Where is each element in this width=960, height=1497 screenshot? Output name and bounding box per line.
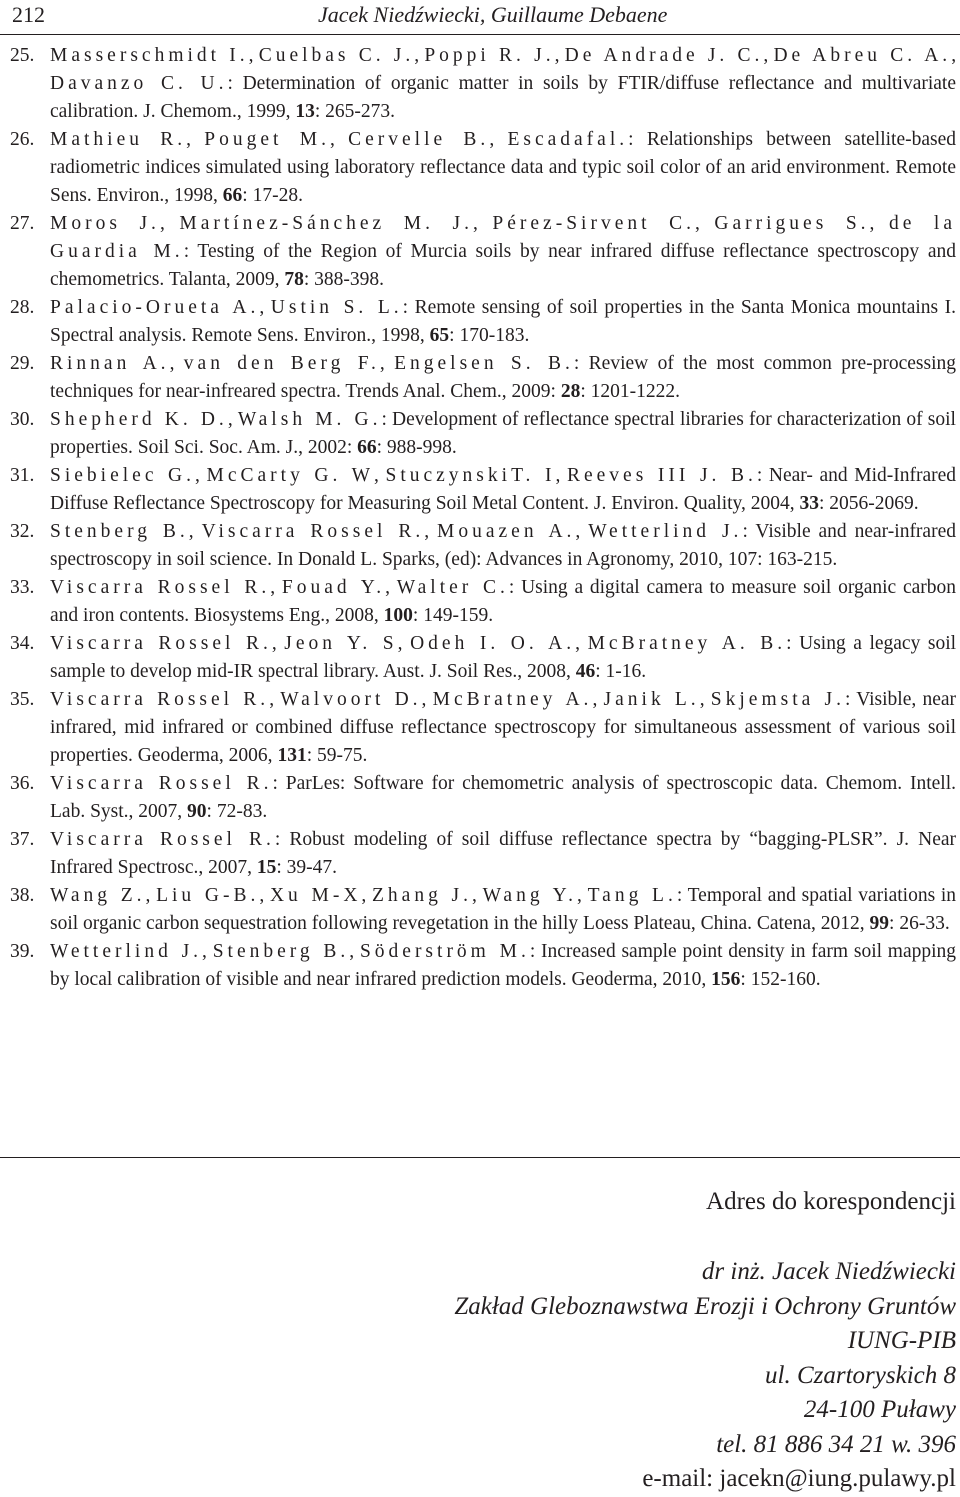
reference-author: Davanzo C. U. bbox=[50, 73, 228, 94]
reference-volume: 15 bbox=[256, 857, 277, 878]
reference-author: Wetterlind J. bbox=[50, 941, 203, 962]
reference-details: : Near- and Mid-Infrared Diffuse Reflectance Spectroscopy for Measuring Soil Metal Content. J. Environ. Quality, 2004, bbox=[50, 465, 957, 514]
reference-details: : ParLes: Software for chemometric analysis of spectroscopic data. Chemom. Intell. Lab. Syst., 2007, bbox=[50, 773, 957, 822]
reference-details: , bbox=[763, 45, 774, 66]
reference-details: : Remote sensing of soil properties in the Santa Monica mountains I. Spectral analysis. Remote Sens. Environ., 1998, bbox=[50, 297, 957, 346]
reference-details: , bbox=[424, 521, 438, 542]
reference-details: : Using a legacy soil sample to develop mid-IR spectral library. Aust. J. Soil Res., 2008, bbox=[50, 633, 957, 682]
reference-number: 38. bbox=[10, 885, 35, 906]
reference-details: , bbox=[575, 521, 589, 542]
reference-details: , bbox=[186, 129, 205, 150]
reference-volume: 65 bbox=[429, 325, 450, 346]
reference-details: : Robust modeling of soil diffuse reflectance spectra by “bagging-PLSR”. J. Near Infrared Spectrosc., 2007, bbox=[50, 829, 956, 878]
reference-details: : Visible, near infrared, mid infrared or combined diffuse reflectance spectroscopy for simultaneous assessment of various soil properties. Geoderma, 2006, bbox=[50, 689, 957, 766]
reference-volume: 33 bbox=[799, 493, 820, 514]
reference-item bbox=[0, 938, 960, 994]
reference-details: , bbox=[271, 633, 285, 654]
page-header bbox=[0, 0, 960, 36]
reference-author: Viscarra Rossel R. bbox=[50, 577, 271, 598]
reference-author: Söderström M. bbox=[359, 941, 530, 962]
reference-text bbox=[50, 686, 956, 770]
reference-author: Ustin S. L. bbox=[270, 297, 403, 318]
reference-author: Cuelbas C. J. bbox=[258, 45, 415, 66]
reference-details: , bbox=[472, 885, 483, 906]
reference-text bbox=[50, 770, 956, 826]
reference-author: Rinnan A. bbox=[50, 353, 170, 374]
reference-item bbox=[0, 210, 960, 294]
reference-details: : 149-159. bbox=[412, 605, 494, 626]
reference-author: Viscarra Rossel R. bbox=[50, 773, 273, 794]
reference-author: McCarty G. W bbox=[206, 465, 375, 486]
reference-author: Palacio-Orueta A. bbox=[50, 297, 260, 318]
reference-number: 31. bbox=[10, 465, 35, 486]
reference-text bbox=[50, 518, 956, 574]
reference-text bbox=[50, 126, 956, 210]
reference-details: , bbox=[575, 633, 588, 654]
reference-details: , bbox=[397, 633, 411, 654]
reference-details: : 26-33. bbox=[889, 913, 950, 934]
reference-item bbox=[0, 882, 960, 938]
reference-details: : 388-398. bbox=[303, 269, 385, 290]
running-head: Jacek Niedźwiecki, Guillaume Debaene bbox=[318, 2, 668, 27]
reference-details: , bbox=[489, 129, 508, 150]
reference-item bbox=[0, 574, 960, 630]
reference-author: Wang Y. bbox=[482, 885, 578, 906]
reference-details: , bbox=[385, 577, 397, 598]
reference-details: : 170-183. bbox=[449, 325, 530, 346]
reference-number: 35. bbox=[10, 689, 35, 710]
reference-details: , bbox=[577, 885, 588, 906]
reference-author: Moros J. bbox=[50, 213, 160, 234]
reference-number: 39. bbox=[10, 941, 35, 962]
reference-author: Janik L. bbox=[603, 689, 700, 710]
reference-author: Wang Z. bbox=[50, 885, 146, 906]
reference-number: 32. bbox=[10, 521, 35, 542]
reference-number: 28. bbox=[10, 297, 35, 318]
reference-details: : Increased sample point density in farm soil mapping by local calibration of visible and near infrared prediction models. Geoderma, 2010, bbox=[50, 941, 957, 990]
reference-author: Skjemsta J. bbox=[710, 689, 845, 710]
reference-details: , bbox=[169, 353, 184, 374]
reference-volume: 46 bbox=[575, 661, 596, 682]
reference-author: Mouazen A. bbox=[437, 521, 576, 542]
reference-number: 27. bbox=[10, 213, 35, 234]
reference-author: McBratney A. B. bbox=[587, 633, 787, 654]
reference-details: , bbox=[269, 689, 281, 710]
reference-number: 26. bbox=[10, 129, 35, 150]
reference-number: 36. bbox=[10, 773, 35, 794]
reference-number: 33. bbox=[10, 577, 35, 598]
reference-item bbox=[0, 462, 960, 518]
reference-details: , bbox=[259, 885, 270, 906]
reference-details: , bbox=[248, 45, 259, 66]
reference-details: , bbox=[699, 689, 711, 710]
reference-volume: 66 bbox=[357, 437, 377, 458]
reference-details: , bbox=[349, 941, 360, 962]
reference-item bbox=[0, 42, 960, 126]
reference-author: Viscarra Rossel R. bbox=[50, 689, 270, 710]
reference-volume: 90 bbox=[187, 801, 207, 822]
reference-author: Martínez-Sánchez M. J. bbox=[179, 213, 473, 234]
reference-details: , bbox=[329, 129, 349, 150]
reference-item bbox=[0, 826, 960, 882]
reference-details: : Development of reflectance spectral libraries for characterization of soil properties. Soil Sci. Soc. Am. J., 2002: bbox=[50, 409, 956, 458]
reference-details: : Review of the most common pre-processing techniques for near-infreared spectra. Trends Anal. Chem., 2009: bbox=[50, 353, 956, 402]
header-rule bbox=[0, 34, 960, 35]
reference-item bbox=[0, 770, 960, 826]
reference-details: , bbox=[694, 213, 715, 234]
reference-volume: 28 bbox=[560, 381, 581, 402]
reference-details: : Determination of organic matter in soils by FTIR/diffuse reflectance and multivariate calibration. J. Chemom., 1999, bbox=[50, 73, 956, 122]
reference-details: : 1-16. bbox=[595, 661, 647, 682]
reference-details: , bbox=[195, 465, 207, 486]
reference-text bbox=[50, 294, 956, 350]
reference-author: Garrigues S. bbox=[714, 213, 870, 234]
reference-author: van den Berg F. bbox=[183, 353, 380, 374]
reference-author: de la Guardia M. bbox=[50, 213, 956, 262]
reference-details: : Temporal and spatial variations in soil organic carbon sequestration following revegetation in the hilly Loess Plateau, China. Catena, 2012, bbox=[50, 885, 957, 934]
correspondence-email: e-mail: jacekn@iung.pulawy.pl bbox=[642, 1465, 956, 1492]
reference-author: StuczynskiT. I bbox=[385, 465, 556, 486]
reference-details: , bbox=[188, 521, 202, 542]
reference-details: : 152-160. bbox=[740, 969, 821, 990]
reference-details: : Testing of the Region of Murcia soils by near infrared diffuse reflectance spectroscopy and chemometrics. Talanta, 2009, bbox=[50, 241, 956, 290]
reference-details: , bbox=[374, 465, 386, 486]
reference-author: Wetterlind J. bbox=[588, 521, 743, 542]
reference-details: : 1201-1222. bbox=[580, 381, 680, 402]
reference-details: , bbox=[414, 45, 425, 66]
reference-volume: 78 bbox=[284, 269, 304, 290]
reference-text bbox=[50, 630, 956, 686]
reference-text bbox=[50, 574, 956, 630]
correspondence-street: ul. Czartoryskich 8 bbox=[765, 1361, 956, 1389]
reference-author: Fouad Y. bbox=[281, 577, 386, 598]
reference-volume: 100 bbox=[383, 605, 413, 626]
reference-text bbox=[50, 462, 956, 518]
reference-volume: 156 bbox=[711, 969, 741, 990]
reference-author: Masserschmidt I. bbox=[50, 45, 249, 66]
reference-text bbox=[50, 882, 956, 938]
reference-details: , bbox=[202, 941, 213, 962]
reference-author: Viscarra Rossel R. bbox=[50, 829, 275, 850]
reference-number: 34. bbox=[10, 633, 35, 654]
reference-author: Escadafal. bbox=[507, 129, 629, 150]
reference-volume: 13 bbox=[295, 101, 315, 122]
reference-author: Walvoort D. bbox=[280, 689, 422, 710]
reference-details: : 72-83. bbox=[206, 801, 268, 822]
reference-details: : 17-28. bbox=[242, 185, 303, 206]
reference-details: , bbox=[592, 689, 604, 710]
correspondence-city: 24-100 Puławy bbox=[803, 1396, 956, 1423]
reference-item bbox=[0, 294, 960, 350]
reference-author: De Abreu C. A. bbox=[773, 45, 952, 66]
reference-details: , bbox=[361, 885, 372, 906]
reference-details: , bbox=[259, 297, 271, 318]
reference-details: : Using a digital camera to measure soil organic carbon and iron contents. Biosystems Eng., 2008, bbox=[50, 577, 956, 626]
reference-author: Tang L. bbox=[587, 885, 677, 906]
reference-author: Odeh I. O. A. bbox=[410, 633, 576, 654]
reference-details: : Relationships between satellite-based radiometric indices simulated using laboratory reflectance data and typic soil color of an arid environment. Remote Sens. Environ., 1998, bbox=[50, 129, 957, 206]
reference-number: 37. bbox=[10, 829, 35, 850]
reference-text bbox=[50, 210, 956, 294]
reference-author: Poppi R. J. bbox=[424, 45, 555, 66]
reference-details: : 39-47. bbox=[276, 857, 338, 878]
reference-author: Walter C. bbox=[396, 577, 509, 598]
reference-text bbox=[50, 350, 956, 406]
reference-details: : 2056-2069. bbox=[819, 493, 919, 514]
reference-details: : 59-75. bbox=[306, 745, 368, 766]
reference-author: Reeves III J. B. bbox=[566, 465, 757, 486]
reference-author: Engelsen S. B. bbox=[394, 353, 574, 374]
reference-volume: 66 bbox=[222, 185, 243, 206]
reference-author: Xu M-X bbox=[269, 885, 362, 906]
section-divider bbox=[0, 1157, 960, 1158]
reference-details: , bbox=[869, 213, 889, 234]
reference-text bbox=[50, 938, 956, 994]
reference-author: Shepherd K. D. bbox=[50, 409, 228, 430]
reference-number: 25. bbox=[10, 45, 35, 66]
reference-details: , bbox=[145, 885, 157, 906]
reference-author: Liu G-B. bbox=[156, 885, 260, 906]
reference-text bbox=[50, 42, 956, 126]
reference-details: , bbox=[472, 213, 493, 234]
reference-author: Zhang J. bbox=[372, 885, 472, 906]
reference-item bbox=[0, 406, 960, 462]
reference-item bbox=[0, 630, 960, 686]
correspondence-block bbox=[454, 1185, 956, 1497]
reference-item bbox=[0, 518, 960, 574]
reference-text bbox=[50, 826, 956, 882]
correspondence-institution: Zakład Gleboznawstwa Erozji i Ochrony Gruntów bbox=[454, 1292, 956, 1320]
reference-text bbox=[50, 406, 956, 462]
reference-author: Viscarra Rossel R. bbox=[201, 521, 425, 542]
reference-details: : Visible and near-infrared spectroscopy in soil science. In Donald L. Sparks, (ed): Advances in Agronomy, 2010, 107: 163-215. bbox=[50, 521, 956, 570]
reference-author: Mathieu R. bbox=[50, 129, 187, 150]
reference-number: 30. bbox=[10, 409, 35, 430]
reference-details: : 265-273. bbox=[314, 101, 396, 122]
correspondence-phone: tel. 81 886 34 21 w. 396 bbox=[716, 1430, 956, 1458]
reference-item bbox=[0, 350, 960, 406]
reference-details: , bbox=[270, 577, 282, 598]
correspondence-name: dr inż. Jacek Niedźwiecki bbox=[701, 1258, 956, 1285]
reference-author: Jeon Y. S bbox=[284, 633, 398, 654]
reference-author: Walsh M. G. bbox=[237, 409, 382, 430]
reference-details: , bbox=[421, 689, 433, 710]
reference-details: , bbox=[554, 45, 565, 66]
correspondence-title: Adres do korespondencji bbox=[706, 1188, 956, 1215]
reference-author: De Andrade J. C. bbox=[564, 45, 764, 66]
reference-volume: 99 bbox=[869, 913, 890, 934]
reference-item bbox=[0, 686, 960, 770]
reference-author: Pérez-Sirvent C. bbox=[492, 213, 695, 234]
reference-details: : 988-998. bbox=[376, 437, 457, 458]
reference-details: , bbox=[379, 353, 395, 374]
reference-item bbox=[0, 126, 960, 210]
reference-list bbox=[0, 42, 960, 994]
reference-details: , bbox=[159, 213, 180, 234]
correspondence-organization: IUNG-PIB bbox=[847, 1327, 956, 1354]
reference-author: Stenberg B. bbox=[50, 521, 189, 542]
reference-details: , bbox=[951, 45, 957, 66]
reference-volume: 131 bbox=[277, 745, 307, 766]
reference-number: 29. bbox=[10, 353, 35, 374]
reference-author: Stenberg B. bbox=[212, 941, 350, 962]
page-number: 212 bbox=[12, 2, 45, 27]
reference-author: Viscarra Rossel R. bbox=[50, 633, 272, 654]
reference-author: Cervelle B. bbox=[348, 129, 490, 150]
reference-author: Siebielec G. bbox=[50, 465, 196, 486]
reference-details: , bbox=[555, 465, 567, 486]
reference-author: Pouget M. bbox=[204, 129, 330, 150]
reference-details: , bbox=[227, 409, 238, 430]
reference-author: McBratney A. bbox=[432, 689, 593, 710]
